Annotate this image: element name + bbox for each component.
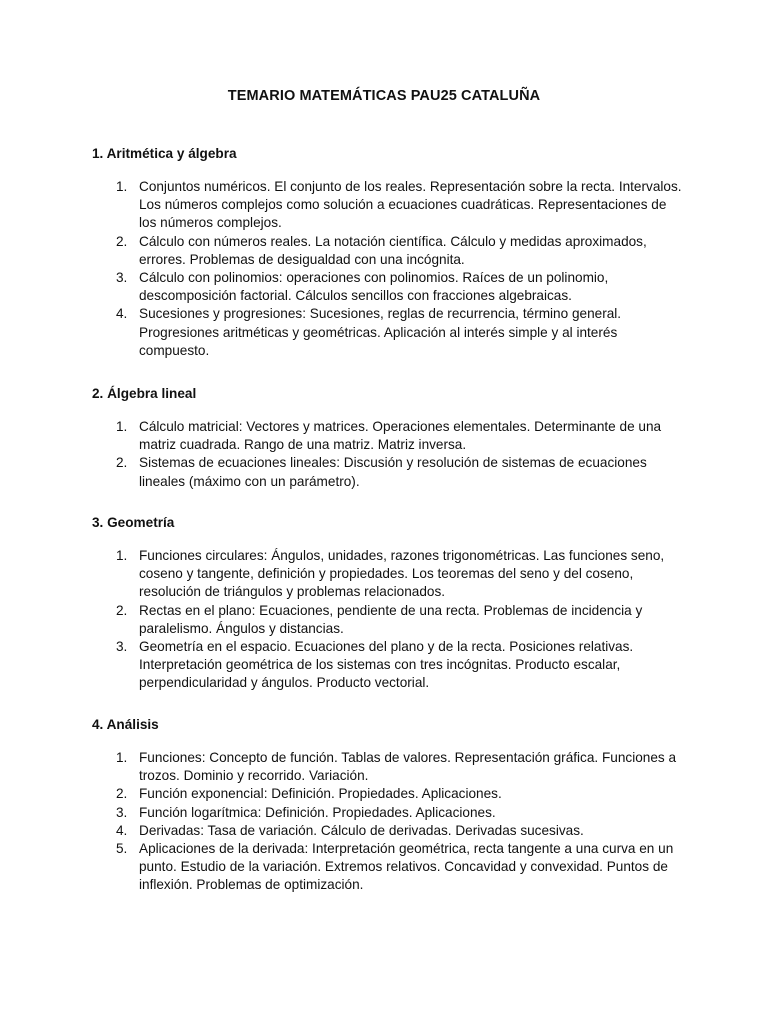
item-number: 1. xyxy=(116,548,128,563)
section-analisis xyxy=(92,716,682,895)
list-item xyxy=(92,233,682,269)
topic-list xyxy=(92,178,682,360)
item-text: Conjuntos numéricos. El conjunto de los reales. Representación sobre la recta. Intervalos. Los números complejos como solución a ecuaciones cuadráticas. Representaciones de los números complejos. xyxy=(139,179,682,231)
item-number: 1. xyxy=(116,179,128,194)
item-text: Sistemas de ecuaciones lineales: Discusión y resolución de sistemas de ecuaciones lineales (máximo con un parámetro). xyxy=(139,455,647,489)
item-text: Función exponencial: Definición. Propiedades. Aplicaciones. xyxy=(139,786,502,802)
section-geometria xyxy=(92,514,682,693)
topic-list xyxy=(92,547,682,693)
item-number: 4. xyxy=(116,306,128,322)
section-heading: 2. Álgebra lineal xyxy=(92,386,197,401)
list-item xyxy=(92,749,682,785)
section-heading: 1. Aritmética y álgebra xyxy=(92,146,237,161)
item-number: 4. xyxy=(116,822,128,838)
list-item xyxy=(92,269,682,305)
item-text: Derivadas: Tasa de variación. Cálculo de derivadas. Derivadas sucesivas. xyxy=(139,822,584,838)
list-item xyxy=(92,822,682,840)
list-item xyxy=(92,785,682,803)
item-text: Rectas en el plano: Ecuaciones, pendiente de una recta. Problemas de incidencia y paralelismo. Ángulos y distancias. xyxy=(139,602,643,636)
topic-list xyxy=(92,749,682,895)
item-number: 1. xyxy=(116,419,128,434)
document-title: TEMARIO MATEMÁTICAS PAU25 CATALUÑA xyxy=(227,88,541,104)
list-item xyxy=(92,454,682,490)
section-aritmetica-algebra xyxy=(92,145,682,360)
item-number: 2. xyxy=(116,786,128,802)
item-number: 3. xyxy=(116,804,128,820)
section-algebra-lineal xyxy=(92,385,682,491)
list-item xyxy=(92,178,682,233)
item-number: 3. xyxy=(116,270,128,286)
item-text: Cálculo con números reales. La notación científica. Cálculo y medidas aproximados, errores. Problemas de desigualdad con una incógnita. xyxy=(139,233,647,267)
item-number: 3. xyxy=(116,639,128,655)
list-item xyxy=(92,840,682,895)
section-heading: 4. Análisis xyxy=(92,717,159,732)
item-text: Aplicaciones de la derivada: Interpretación geométrica, recta tangente a una curva en un punto. Estudio de la variación. Extremos relativos. Concavidad y convexidad. Puntos de inflexión. Problemas de optimización. xyxy=(139,841,674,893)
item-text: Función logarítmica: Definición. Propiedades. Aplicaciones. xyxy=(139,804,496,820)
list-item xyxy=(92,547,682,602)
item-number: 5. xyxy=(116,841,128,857)
item-text: Geometría en el espacio. Ecuaciones del plano y de la recta. Posiciones relativas. Interpretación geométrica de los sistemas con tres incógnitas. Producto escalar, perpendicularidad y ángulos. Producto vectorial. xyxy=(139,639,634,691)
list-item xyxy=(92,418,682,454)
item-text: Funciones circulares: Ángulos, unidades, razones trigonométricas. Las funciones seno, coseno y tangente, definición y propiedades. Los teoremas del seno y del coseno, resolución de triángulos y problemas relacionados. xyxy=(139,548,665,600)
item-text: Cálculo con polinomios: operaciones con polinomios. Raíces de un polinomio, descomposición factorial. Cálculos sencillos con fracciones algebraicas. xyxy=(139,270,609,304)
item-text: Sucesiones y progresiones: Sucesiones, reglas de recurrencia, término general. Progresiones aritméticas y geométricas. Aplicación al interés simple y al interés compuesto. xyxy=(139,306,622,358)
list-item xyxy=(92,305,682,360)
item-number: 2. xyxy=(116,455,128,471)
item-number: 2. xyxy=(116,602,128,618)
item-number: 1. xyxy=(116,750,128,765)
list-item xyxy=(92,638,682,693)
item-number: 2. xyxy=(116,233,128,249)
list-item xyxy=(92,602,682,638)
item-text: Funciones: Concepto de función. Tablas de valores. Representación gráfica. Funciones a trozos. Dominio y recorrido. Variación. xyxy=(139,750,677,784)
topic-list xyxy=(92,418,682,491)
section-heading: 3. Geometría xyxy=(92,515,175,530)
item-text: Cálculo matricial: Vectores y matrices. Operaciones elementales. Determinante de una matriz cuadrada. Rango de una matriz. Matriz inversa. xyxy=(139,419,662,453)
list-item xyxy=(92,804,682,822)
